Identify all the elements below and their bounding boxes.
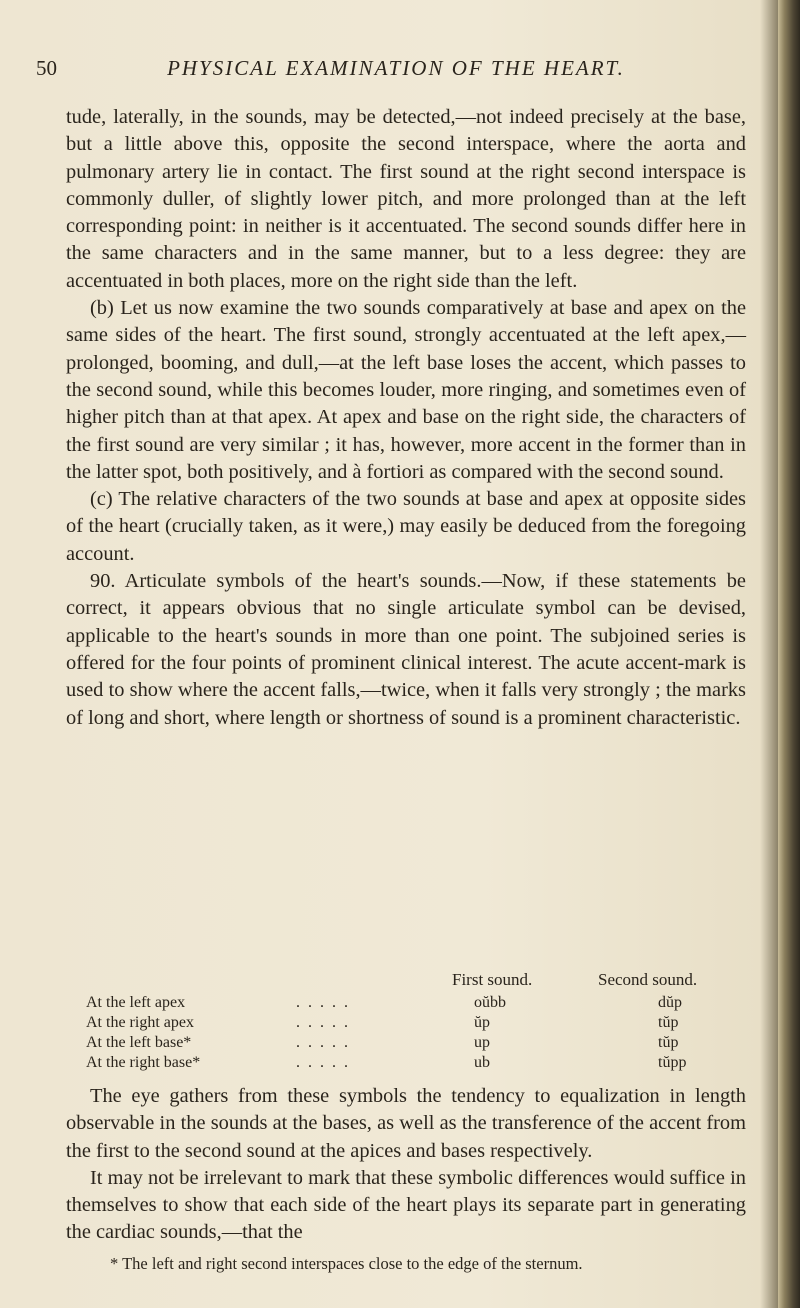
first-sound-symbol: ub bbox=[474, 1054, 490, 1071]
leader-dots: ..... bbox=[296, 1034, 356, 1051]
page-header bbox=[36, 56, 756, 86]
paragraph: tude, laterally, in the sounds, may be detected,—not indeed precisely at the base, but a little above this, opposite the second interspace, where the aorta and pulmonary artery lie in contact. The first sound at the right second interspace is commonly duller, of slightly lower pitch, and more prolonged than at the left corresponding point: in neither is it accentuated. The second sounds differ here in the same characters and in the same manner, but to a less degree: they are accentuated in both places, more on the right side than the left. bbox=[66, 106, 746, 292]
row-label: At the right apex bbox=[86, 1014, 194, 1031]
paragraph: 90. Articulate symbols of the heart's sounds.—Now, if these statements be correct, it appears obvious that no single articulate symbol can be devised, applicable to the heart's sounds in more than one point. The subjoined series is offered for the four points of prominent clinical interest. The acute accent-mark is used to show where the accent falls,—twice, when it falls very strongly ; the marks of long and short, where length or shortness of sound is a prominent characteristic. bbox=[66, 570, 746, 729]
column-header-second-sound: Second sound. bbox=[598, 970, 698, 989]
column-header-first-sound: First sound. bbox=[452, 970, 533, 989]
second-sound-symbol: tŭp bbox=[658, 1034, 679, 1051]
second-sound-symbol: tŭp bbox=[658, 1014, 679, 1031]
table-row bbox=[86, 994, 746, 1014]
page-edge-shadow bbox=[778, 0, 800, 1308]
leader-dots: ..... bbox=[296, 1054, 356, 1071]
row-label: At the left apex bbox=[86, 994, 186, 1011]
second-sound-symbol: dŭp bbox=[658, 994, 682, 1011]
first-sound-symbol: ŭp bbox=[474, 1014, 490, 1031]
table-row bbox=[86, 1054, 746, 1074]
main-text-continued bbox=[66, 1083, 746, 1247]
main-text bbox=[66, 104, 746, 732]
leader-dots: ..... bbox=[296, 1014, 356, 1031]
paragraph: The eye gathers from these symbols the tendency to equalization in length observable in the sounds at the bases, as well as the transference of the accent from the first to the second sound at the apices and bases respectively. bbox=[66, 1085, 746, 1162]
paragraph: (b) Let us now examine the two sounds comparatively at base and apex on the same sides of the heart. The first sound, strongly accentuated at the left apex,—prolonged, booming, and dull,—at the left base loses the accent, which passes to the second sound, while this becomes louder, more ringing, and sometimes even of higher pitch than at that apex. At apex and base on the right side, the characters of the first sound are very similar ; it has, however, more accent in the former than in the latter spot, both positively, and à fortiori as compared with the second sound. bbox=[66, 297, 746, 483]
leader-dots: ..... bbox=[296, 994, 356, 1011]
paragraph: (c) The relative characters of the two sounds at base and apex at opposite sides of the heart (crucially taken, as it were,) may easily be deduced from the foregoing account. bbox=[66, 488, 746, 565]
paragraph: It may not be irrelevant to mark that these symbolic differences would suffice in themselves to show that each side of the heart plays its separate part in generating the cardiac sounds,—that the bbox=[66, 1166, 746, 1244]
second-sound-symbol: tŭpp bbox=[658, 1054, 687, 1071]
running-title: PHYSICAL EXAMINATION OF THE HEART. bbox=[167, 56, 625, 80]
first-sound-symbol: up bbox=[474, 1034, 490, 1051]
page-number: 50 bbox=[36, 56, 57, 80]
row-label: At the right base* bbox=[86, 1054, 201, 1071]
table-row bbox=[86, 1034, 746, 1054]
first-sound-symbol: oŭbb bbox=[474, 994, 506, 1011]
footnote: * The left and right second interspaces close to the edge of the sternum. bbox=[110, 1254, 583, 1273]
row-label: At the left base* bbox=[86, 1034, 192, 1051]
table-row bbox=[86, 1014, 746, 1034]
symbols-table bbox=[66, 970, 746, 1080]
